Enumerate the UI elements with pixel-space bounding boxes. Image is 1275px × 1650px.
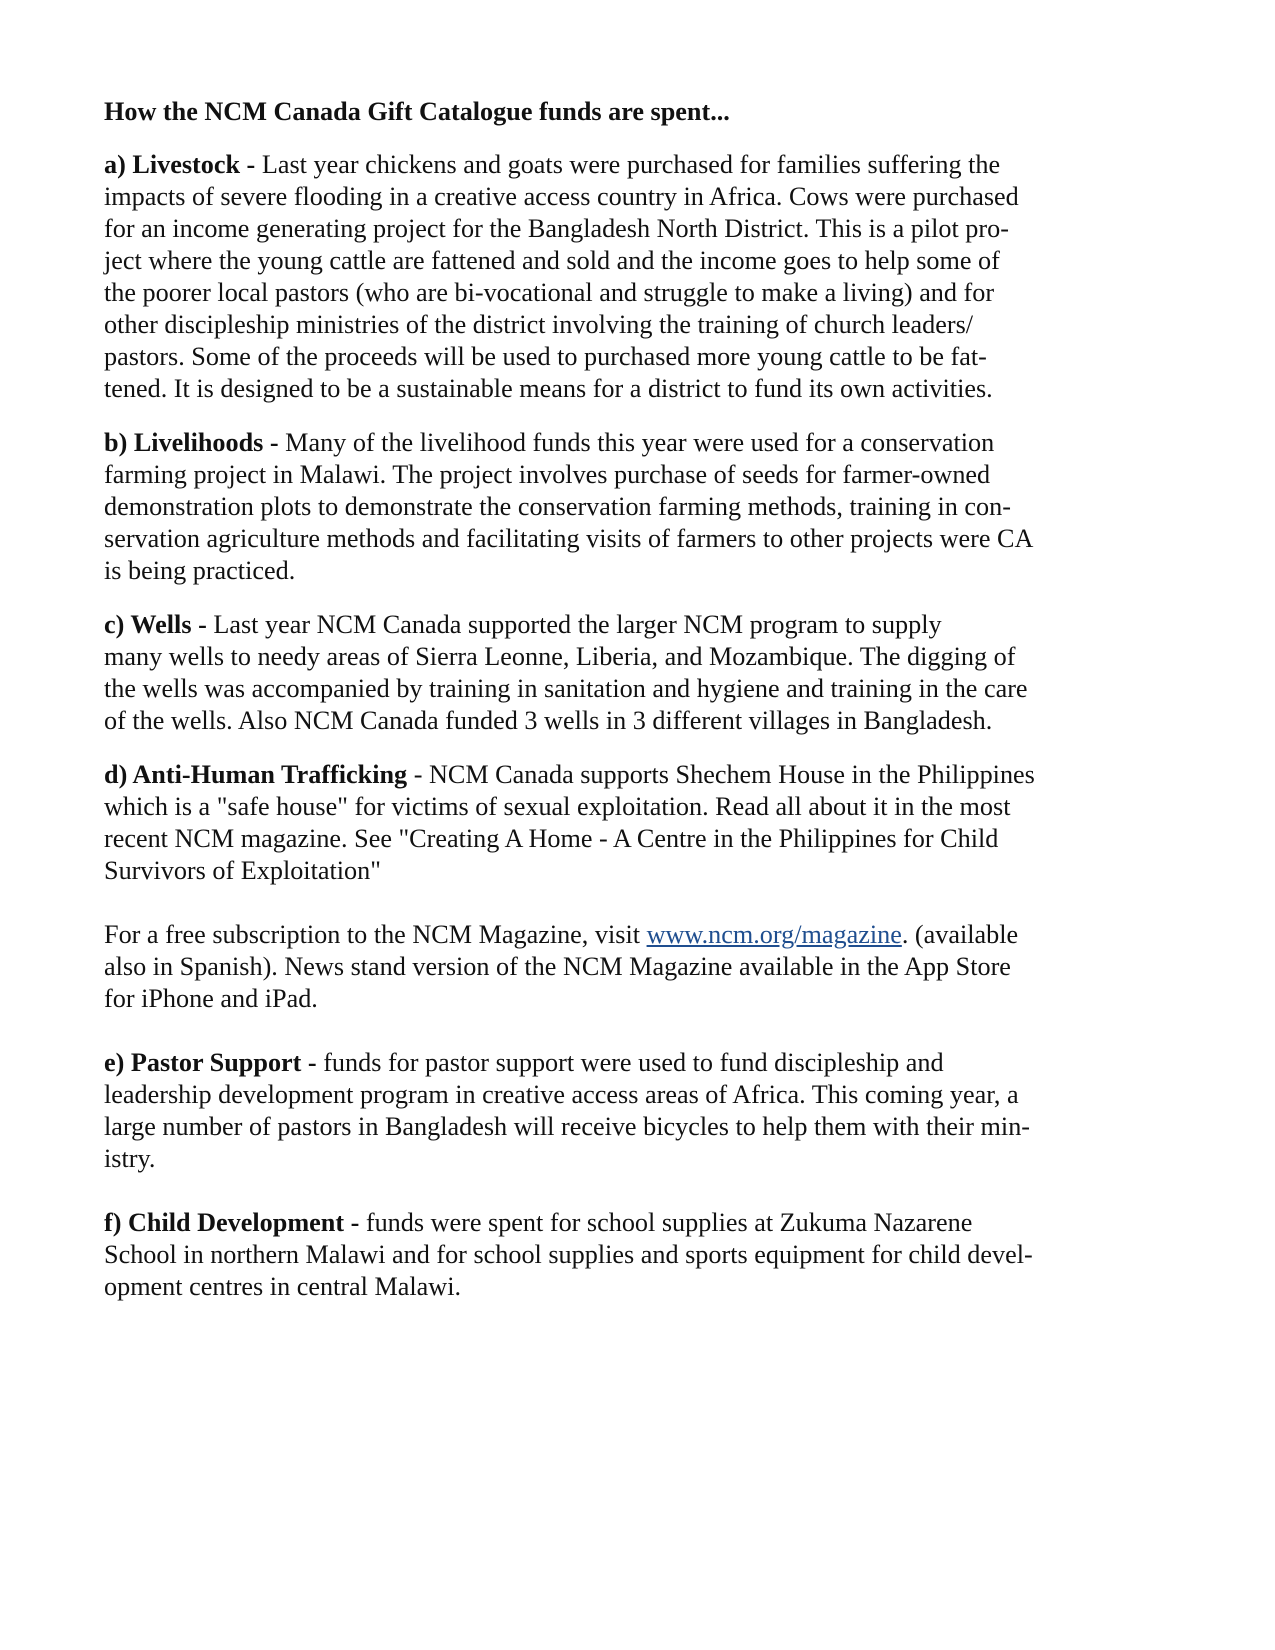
section-line: f) Child Development - funds were spent for school supplies at Zukuma Nazarene [104, 1208, 973, 1237]
section-line: Survivors of Exploitation" [104, 856, 381, 885]
section-livelihoods [104, 427, 1104, 587]
section-line: for iPhone and iPad. [104, 984, 318, 1013]
section-line: e) Pastor Support - funds for pastor support were used to fund discipleship and [104, 1048, 944, 1077]
section-heading: b) Livelihoods - [104, 428, 286, 457]
section-line: the poorer local pastors (who are bi-vocational and struggle to make a living) and for [104, 278, 995, 307]
section-line: a) Livestock - Last year chickens and goats were purchased for families suffering the [104, 150, 1001, 179]
section-line: recent NCM magazine. See "Creating A Home - A Centre in the Philippines for Child [104, 824, 999, 853]
magazine-link[interactable]: www.ncm.org/magazine [646, 920, 902, 949]
section-line: demonstration plots to demonstrate the conservation farming methods, training in con- [104, 492, 1011, 521]
section-heading: d) Anti-Human Trafficking [104, 760, 408, 789]
section-anti-human-trafficking [104, 759, 1104, 887]
section-line: which is a "safe house" for victims of sexual exploitation. Read all about it in the most [104, 792, 1011, 821]
section-line: leadership development program in creative access areas of Africa. This coming year, a [104, 1080, 1019, 1109]
section-line: for an income generating project for the Bangladesh North District. This is a pilot pro- [104, 214, 1009, 243]
section-line: For a free subscription to the NCM Magazine, visit www.ncm.org/magazine. (available [104, 920, 1019, 949]
subscription-paragraph [104, 919, 1104, 1015]
section-line: of the wells. Also NCM Canada funded 3 wells in 3 different villages in Bangladesh. [104, 706, 993, 735]
section-heading: f) Child Development - [104, 1208, 366, 1237]
section-heading: c) Wells - [104, 610, 214, 639]
section-child-development [104, 1207, 1104, 1303]
section-line: b) Livelihoods - Many of the livelihood funds this year were used for a conservation [104, 428, 995, 457]
document-page [104, 96, 1104, 1325]
page-title: How the NCM Canada Gift Catalogue funds are spent... [104, 97, 730, 126]
section-line: also in Spanish). News stand version of the NCM Magazine available in the App Store [104, 952, 1011, 981]
section-line: is being practiced. [104, 556, 296, 585]
section-line: tened. It is designed to be a sustainable means for a district to fund its own activities. [104, 374, 993, 403]
section-pastor-support [104, 1047, 1104, 1175]
section-line: opment centres in central Malawi. [104, 1272, 462, 1301]
section-line: istry. [104, 1144, 156, 1173]
section-line: c) Wells - Last year NCM Canada supported the larger NCM program to supply [104, 610, 942, 639]
section-line: other discipleship ministries of the district involving the training of church leaders/ [104, 310, 974, 339]
section-line: impacts of severe flooding in a creative access country in Africa. Cows were purchased [104, 182, 1019, 211]
section-line: ject where the young cattle are fattened and sold and the income goes to help some of [104, 246, 1000, 275]
section-line: pastors. Some of the proceeds will be used to purchased more young cattle to be fat- [104, 342, 987, 371]
section-line: the wells was accompanied by training in sanitation and hygiene and training in the care [104, 674, 1028, 703]
section-line: large number of pastors in Bangladesh will receive bicycles to help them with their min- [104, 1112, 1031, 1141]
section-heading: e) Pastor Support - [104, 1048, 324, 1077]
section-line: d) Anti-Human Trafficking - NCM Canada supports Shechem House in the Philippines [104, 760, 1035, 789]
section-livestock [104, 149, 1104, 405]
section-heading: a) Livestock - [104, 150, 262, 179]
section-line: servation agriculture methods and facilitating visits of farmers to other projects were CA [104, 524, 1034, 553]
section-wells [104, 609, 1104, 737]
section-line: many wells to needy areas of Sierra Leonne, Liberia, and Mozambique. The digging of [104, 642, 1016, 671]
section-line: farming project in Malawi. The project involves purchase of seeds for farmer-owned [104, 460, 991, 489]
section-line: School in northern Malawi and for school supplies and sports equipment for child devel- [104, 1240, 1033, 1269]
